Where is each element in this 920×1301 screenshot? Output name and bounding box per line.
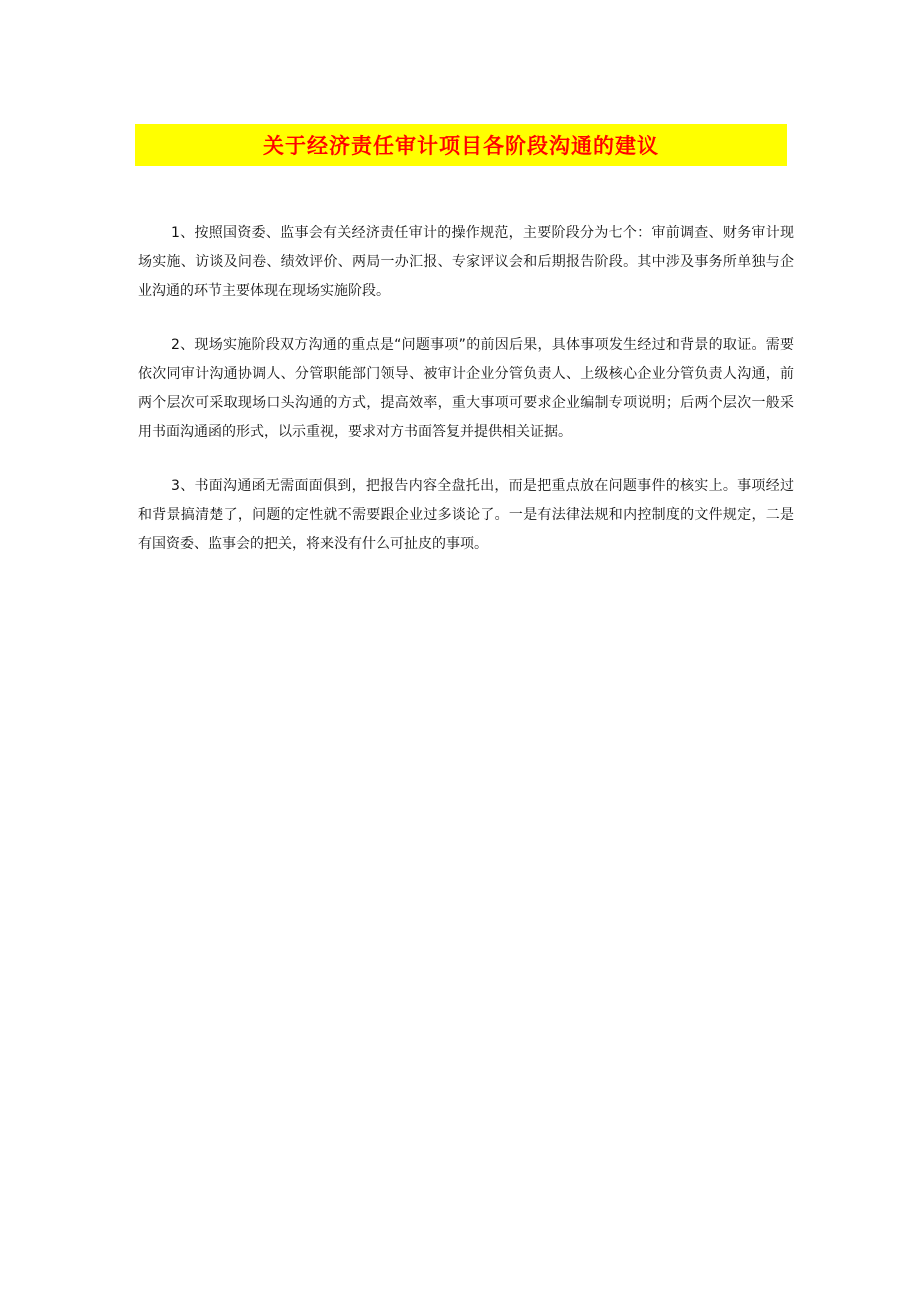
paragraph-1: 1、按照国资委、监事会有关经济责任审计的操作规范，主要阶段分为七个：审前调查、财务审计现场实施、访谈及问卷、绩效评价、两局一办汇报、专家评议会和后期报告阶段。其中涉及事务所单独与企业沟通的环节主要体现在现场实施阶段。 <box>138 225 794 299</box>
paragraph-2: 2、现场实施阶段双方沟通的重点是“问题事项”的前因后果，具体事项发生经过和背景的取证。需要依次同审计沟通协调人、分管职能部门领导、被审计企业分管负责人、上级核心企业分管负责人沟通，前两个层次可采取现场口头沟通的方式，提高效率，重大事项可要求企业编制专项说明；后两个层次一般采用书面沟通函的形式，以示重视，要求对方书面答复并提供相关证据。 <box>138 337 794 440</box>
document-body <box>138 219 794 584</box>
document-title: 关于经济责任审计项目各阶段沟通的建议 <box>263 134 659 158</box>
document-title-banner <box>135 124 787 166</box>
paragraph-3: 3、书面沟通函无需面面俱到，把报告内容全盘托出，而是把重点放在问题事件的核实上。事项经过和背景搞清楚了，问题的定性就不需要跟企业过多谈论了。一是有法律法规和内控制度的文件规定，二是有国资委、监事会的把关，将来没有什么可扯皮的事项。 <box>138 478 794 552</box>
